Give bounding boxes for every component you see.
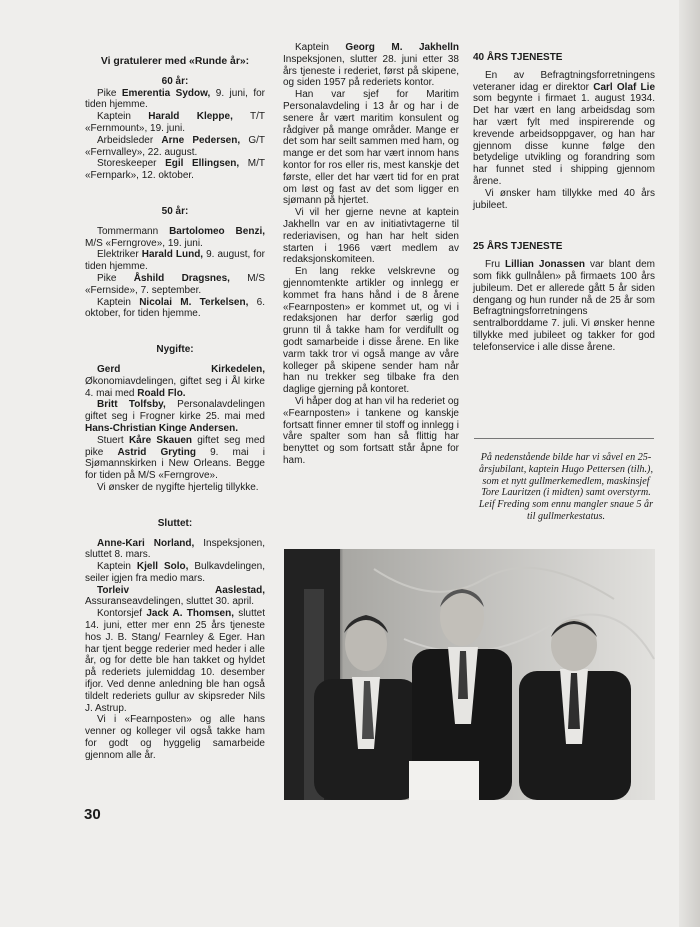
middle-column <box>283 42 459 467</box>
section-nygifte-title: Nygifte: <box>156 344 194 356</box>
paragraph: Kaptein Nicolai M. Terkelsen, 6. oktober, for tiden hjemme. <box>85 296 266 320</box>
paragraph: Pike Emerentia Sydow, 9. juni, for tiden hjemme. <box>85 87 265 111</box>
paragraph: Storeskeeper Egil Ellingsen, M/T «Fernpark», 12. oktober. <box>85 158 265 182</box>
paragraph: Vi vil her gjerne nevne at kaptein Jakhelln var en av initiativtagerne til rederiavisen, og han har helt siden starten i 1966 vært medlem av redaksjonskomiteen. <box>283 207 459 266</box>
caption-divider <box>474 438 654 439</box>
photo-illustration <box>284 549 655 800</box>
page-number: 30 <box>84 806 101 823</box>
paragraph: Kaptein Kjell Solo, Bulkavdelingen, seiler igjen fra medio mars. <box>85 561 265 584</box>
paragraph: En av Befragtningsforretningens veteraner idag er direktor Carl Olaf Lie som begynte i firmaet 1. august 1934. Det har vært en lang arbeidsdag som har vært fylt med inspirerende og krevende arbeidsoppgaver, og han har gjennom disse kunne følge den betydelige utvikling og forandring som har funnet sted i shipping gjennom årene. <box>473 69 655 187</box>
section-60-title: 60 år: <box>161 75 189 87</box>
paragraph: Anne-Kari Norland, Inspeksjonen, sluttet 8. mars. <box>85 537 265 561</box>
paragraph: Elektriker Harald Lund, 9. august, for tiden hjemme. <box>85 249 266 273</box>
paragraph: Pike Åshild Dragsnes, M/S «Fernside», 7. september. <box>85 272 265 296</box>
paragraph: Vi ønsker de nygifte hjertelig tillykke. <box>97 481 259 493</box>
paragraph: Vi ønsker ham tillykke med 40 års jubileet. <box>473 187 655 211</box>
paragraph: Torleiv Aaslestad, Assuranseavdelingen, sluttet 30. april. <box>85 584 265 608</box>
paragraph: Vi håper dog at han vil ha rederiet og «Fearnposten» i tankene og kanskje fortsatt finner emner til stoff og innlegg i våre spalter som han så flittig har benyttet og som fortsatt står åpne for ham. <box>283 395 459 466</box>
congratulations-heading: Vi gratulerer med «Runde år»: <box>100 56 250 67</box>
paragraph: Fru Lillian Jonassen var blant dem som fikk gullnålen» på firmaets 100 års jubileum. Det er allerede gått 5 år siden dengang og hun runder nå de 25 år som Befragtningsforretningens sentralborddame 7. juli. Vi ønsker henne tillykke med jubileet og takker for god telefonservice i alle disse årene. <box>473 259 655 353</box>
paragraph: Kontorsjef Jack A. Thomsen, sluttet 14. juni, etter mer enn 25 års tjeneste hos J. B. Stang/ Fearnley & Eger. Han har tjent begge rederier med heder i alle år, og for dette ble han takket og hyldet på rederiets julemiddag 10. desember ifjor. Ved denne anledning ble han også tildelt rederiets gullur av skipsreder Nils J. Astrup. <box>85 608 265 714</box>
heading-25-years: 25 ÅRS TJENESTE <box>473 241 563 253</box>
paragraph: Britt Tolfsby, Personalavdelingen giftet seg i Frogner kirke 25. mai med Hans-Christian Kinge Andersen. <box>85 399 265 434</box>
paragraph: Arbeidsleder Arne Pedersen, G/T «Fernvalley», 22. august. <box>85 134 265 158</box>
paragraph: Kaptein Georg M. Jakhelln Inspeksjonen, slutter 28. juni etter 38 års tjeneste i rederiet, først på skipene, og siden 1957 på rederiets kontor. <box>283 42 459 89</box>
section-sluttet-title: Sluttet: <box>157 517 193 529</box>
paragraph: Vi i «Fearnposten» og alle hans venner og kolleger vil også takke ham for godt og hyggelig samarbeide gjennom alle år. <box>85 714 265 761</box>
paragraph: Kaptein Harald Kleppe, T/T «Fernmount», 19. juni. <box>85 111 265 134</box>
section-50-title: 50 år: <box>161 205 189 217</box>
heading-40-years: 40 ÅRS TJENESTE <box>473 52 563 63</box>
paragraph: Stuert Kåre Skauen giftet seg med pike Astrid Gryting 9. mai i Sjømannskirken i New Orleans. Begge for tiden på M/S «Ferngrove». <box>85 434 266 482</box>
paragraph: Gerd Kirkedelen, Økonomiavdelingen, giftet seg i Ål kirke 4. mai med Roald Flo. <box>85 363 265 399</box>
scan-page-edge <box>679 0 700 927</box>
group-photo <box>284 549 655 800</box>
paragraph: Tommermann Bartolomeo Benzi, M/S «Ferngrove», 19. juni. <box>85 225 265 249</box>
right-column <box>473 52 655 354</box>
left-column <box>85 56 265 762</box>
paragraph: En lang rekke velskrevne og gjennomtenkte artikler og innlegg er kommet fra hans hånd i de 8 årene «Fearnposten» er kommet ut, og vi i redaksjonen har derfor særlig god grunn til å takke ham for verdifullt og godt samarbeide i disse årene. En like varm takk tror vi også mange av våre kolleger på skipene sender ham når han nu trekker seg tilbake fra den daglige gjerning på kontoret. <box>283 266 459 396</box>
photo-caption: På nedenstående bilde har vi såvel en 25-årsjubilant, kaptein Hugo Pettersen (tilh.), som et nytt gullmerkemedlem, maskinsjef Tore Lauritzen (i midten) samt overstyrm. Leif Freding som ennu mangler snaue 5 år til gullmerkestatus. <box>478 452 654 522</box>
paragraph: Han var sjef for Maritim Personalavdeling i 13 år og har i de senere år vært maritim konsulent og rådgiver på mange områder. Mange er det som har seilt sammen med ham, og mange er det som har vært innom hans kontor for ros eller ris, mest kanskje det første, eller det har vært tid for en prat om løst og fast av det som ligger en sjømann på hjertet. <box>283 89 459 207</box>
